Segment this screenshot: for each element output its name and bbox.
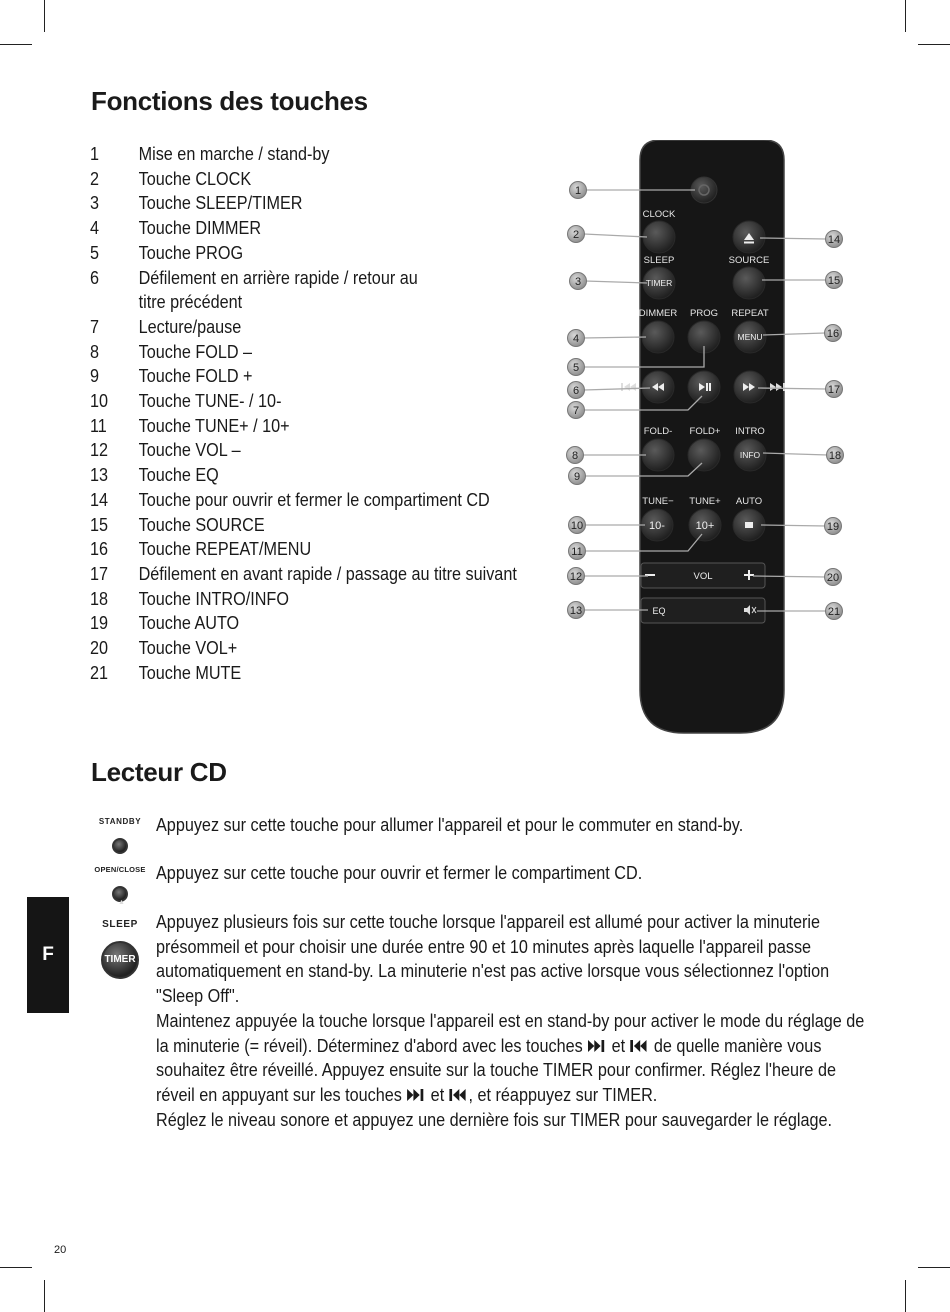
label-repeat: REPEAT	[731, 308, 769, 319]
function-number: 5	[90, 242, 100, 263]
label-vol: VOL	[693, 571, 713, 582]
function-number: 16	[90, 539, 109, 560]
timer-label: TIMER	[101, 941, 139, 979]
function-list-item	[90, 636, 513, 661]
function-list-item	[90, 241, 513, 266]
function-text: Touche TUNE- / 10-	[138, 391, 282, 412]
label-fold-plus: FOLD+	[689, 426, 721, 437]
callout-number: 18	[828, 450, 842, 462]
crop-mark	[0, 44, 32, 45]
callout-number: 11	[571, 546, 583, 558]
function-number: 14	[90, 489, 109, 510]
function-text: Touche SOURCE	[138, 514, 265, 535]
function-text: Touche pour ouvrir et fermer le compartiment CD	[138, 489, 490, 510]
function-text: Touche SLEEP/TIMER	[138, 193, 303, 214]
function-text: Touche PROG	[138, 242, 244, 263]
callout-number: 19	[826, 521, 840, 533]
function-list-item	[90, 587, 513, 612]
function-number: 20	[90, 638, 109, 659]
label-fold-minus: FOLD-	[643, 426, 673, 437]
function-list-item	[90, 537, 513, 562]
function-number: 3	[90, 193, 100, 214]
callout-number: 2	[572, 229, 580, 241]
fold-plus-button	[688, 439, 720, 471]
function-number: 6	[90, 267, 100, 288]
section-title-functions: Fonctions des touches	[91, 86, 368, 116]
function-number: 21	[90, 662, 109, 683]
function-list-item	[90, 611, 513, 636]
function-list-item	[90, 364, 513, 389]
callout-number: 4	[572, 333, 580, 345]
callout-number: 12	[569, 571, 583, 583]
crop-mark	[44, 0, 45, 32]
label-eq: EQ	[652, 606, 666, 616]
dimmer-button	[642, 321, 674, 353]
callout-number: 14	[827, 234, 841, 246]
sleep-label: SLEEP	[102, 919, 138, 930]
label-info: INFO	[739, 450, 761, 460]
callout-number: 17	[827, 384, 841, 396]
label-tune-plus: TUNE+	[689, 496, 721, 507]
label-prog: PROG	[690, 308, 718, 319]
skip-forward-icon	[406, 1087, 426, 1103]
skip-back-icon	[449, 1087, 469, 1103]
sleep-description-2: Maintenez appuyée la touche lorsque l'appareil est en stand-by pour activer le mode du réglage de la minuterie (= réveil). Déterminez d'abord avec les touches et de quelle manière vous souhaitez être réveillé. Appuyez ensuite sur la touche TIMER pour confirmer. Réglez l'heure de réveil en appuyant sur les touches et , et réappuyez sur TIMER.	[156, 1010, 865, 1105]
callout-number: 7	[572, 405, 580, 417]
eject-button-icon: OPEN/CLOSE ▲	[90, 858, 150, 902]
page-number: 20	[54, 1244, 67, 1256]
callout-number: 13	[569, 605, 583, 617]
skip-forward-icon	[587, 1038, 607, 1054]
function-list-item	[90, 661, 513, 686]
function-text: Lecture/pause	[138, 316, 242, 337]
function-list-item	[90, 340, 513, 365]
function-number: 10	[90, 391, 109, 412]
sleep-timer-button-icon	[90, 913, 150, 979]
function-list-item	[90, 142, 513, 167]
section-title-cd: Lecteur CD	[91, 757, 227, 787]
function-list-item	[90, 167, 513, 192]
function-text-continued: titre précédent	[138, 292, 243, 313]
function-list-item	[90, 266, 513, 291]
function-text: Touche FOLD –	[138, 341, 253, 362]
label-tune-minus: TUNE−	[642, 496, 674, 507]
crop-mark	[905, 0, 906, 32]
callout-number: 21	[827, 606, 841, 618]
function-text: Touche EQ	[138, 465, 219, 486]
function-text: Touche MUTE	[138, 662, 242, 683]
function-text: Touche CLOCK	[138, 168, 252, 189]
function-list	[90, 142, 517, 685]
standby-description: Appuyez sur cette touche pour allumer l'appareil et pour le commuter en stand-by.	[156, 815, 744, 835]
function-number: 1	[90, 144, 100, 164]
callout-number: 3	[574, 276, 582, 288]
fold-minus-button	[642, 439, 674, 471]
remote-control-illustration	[565, 140, 855, 740]
crop-mark	[918, 1267, 950, 1268]
sleep-description-1: Appuyez plusieurs fois sur cette touche lorsque l'appareil est allumé pour activer la minuterie présommeil et pour choisir une durée entre 90 et 10 minutes après laquelle l'appareil passe automatiquement en stand-by. La minuterie n'est pas active lorsque vous sélectionnez l'option "Sleep Off".	[156, 912, 830, 1007]
function-number: 18	[90, 588, 109, 609]
callout-number: 10	[570, 520, 584, 532]
function-number: 19	[90, 613, 109, 634]
sleep-description-3: Réglez le niveau sonore et appuyez une dernière fois sur TIMER pour sauvegarder le réglage.	[156, 1109, 832, 1130]
function-text: Touche FOLD +	[138, 366, 253, 387]
function-text: Touche VOL –	[138, 440, 241, 461]
function-number: 8	[90, 341, 100, 362]
openclose-description: Appuyez sur cette touche pour ouvrir et fermer le compartiment CD.	[156, 863, 643, 883]
function-list-item	[90, 463, 513, 488]
function-text: Touche INTRO/INFO	[138, 588, 289, 609]
function-number: 13	[90, 465, 109, 486]
callout-number: 16	[826, 328, 840, 340]
function-list-item	[90, 315, 513, 340]
label-menu: MENU	[737, 332, 763, 342]
function-number: 17	[90, 563, 109, 584]
source-button	[733, 267, 765, 299]
function-list-item	[90, 562, 517, 587]
callout-number: 5	[572, 362, 580, 374]
callout-number: 9	[573, 471, 581, 483]
function-list-item	[90, 438, 513, 463]
function-text: Touche REPEAT/MENU	[138, 539, 312, 560]
function-list-item	[90, 191, 513, 216]
function-text: Mise en marche / stand-by	[138, 144, 330, 164]
function-text: Touche DIMMER	[138, 218, 262, 239]
label-clock: CLOCK	[642, 209, 676, 220]
function-text: Touche VOL+	[138, 638, 238, 659]
skip-back-icon	[621, 383, 636, 391]
function-number: 7	[90, 316, 100, 337]
function-number: 11	[90, 415, 107, 436]
function-number: 2	[90, 168, 100, 189]
function-list-item	[90, 414, 513, 439]
label-source: SOURCE	[728, 255, 770, 266]
crop-mark	[44, 1280, 45, 1312]
openclose-label: OPEN/CLOSE	[94, 865, 146, 874]
function-number: 12	[90, 440, 109, 461]
label-ten-minus: 10-	[649, 520, 665, 532]
callout-number: 20	[826, 572, 840, 584]
skip-back-icon	[630, 1038, 650, 1054]
standby-button-icon	[90, 810, 150, 854]
function-list-item	[90, 389, 513, 414]
function-list-item	[90, 216, 513, 241]
label-ten-plus: 10+	[695, 520, 715, 532]
function-number: 15	[90, 514, 109, 535]
label-intro: INTRO	[735, 426, 765, 437]
function-number: 9	[90, 366, 100, 387]
crop-mark	[918, 44, 950, 45]
label-auto: AUTO	[735, 496, 763, 507]
clock-button	[643, 221, 675, 253]
function-text: Défilement en avant rapide / passage au titre suivant	[138, 563, 517, 584]
standby-label: STANDBY	[98, 817, 142, 826]
stop-icon	[745, 522, 753, 528]
function-text: Touche TUNE+ / 10+	[138, 415, 290, 436]
label-timer: TIMER	[645, 278, 673, 288]
callout-number: 1	[574, 185, 582, 197]
function-text: Touche AUTO	[138, 613, 240, 634]
callout-number: 15	[827, 275, 841, 287]
function-number: 4	[90, 218, 100, 239]
crop-mark	[905, 1280, 906, 1312]
language-tab: F	[27, 897, 69, 1013]
function-list-item	[90, 488, 513, 513]
label-dimmer: DIMMER	[638, 308, 678, 319]
function-text: Défilement en arrière rapide / retour au	[138, 267, 418, 288]
callout-number: 8	[571, 450, 579, 462]
crop-mark	[0, 1267, 32, 1268]
function-list-item	[90, 513, 513, 538]
label-sleep: SLEEP	[643, 255, 675, 266]
callout-number: 6	[572, 385, 580, 397]
